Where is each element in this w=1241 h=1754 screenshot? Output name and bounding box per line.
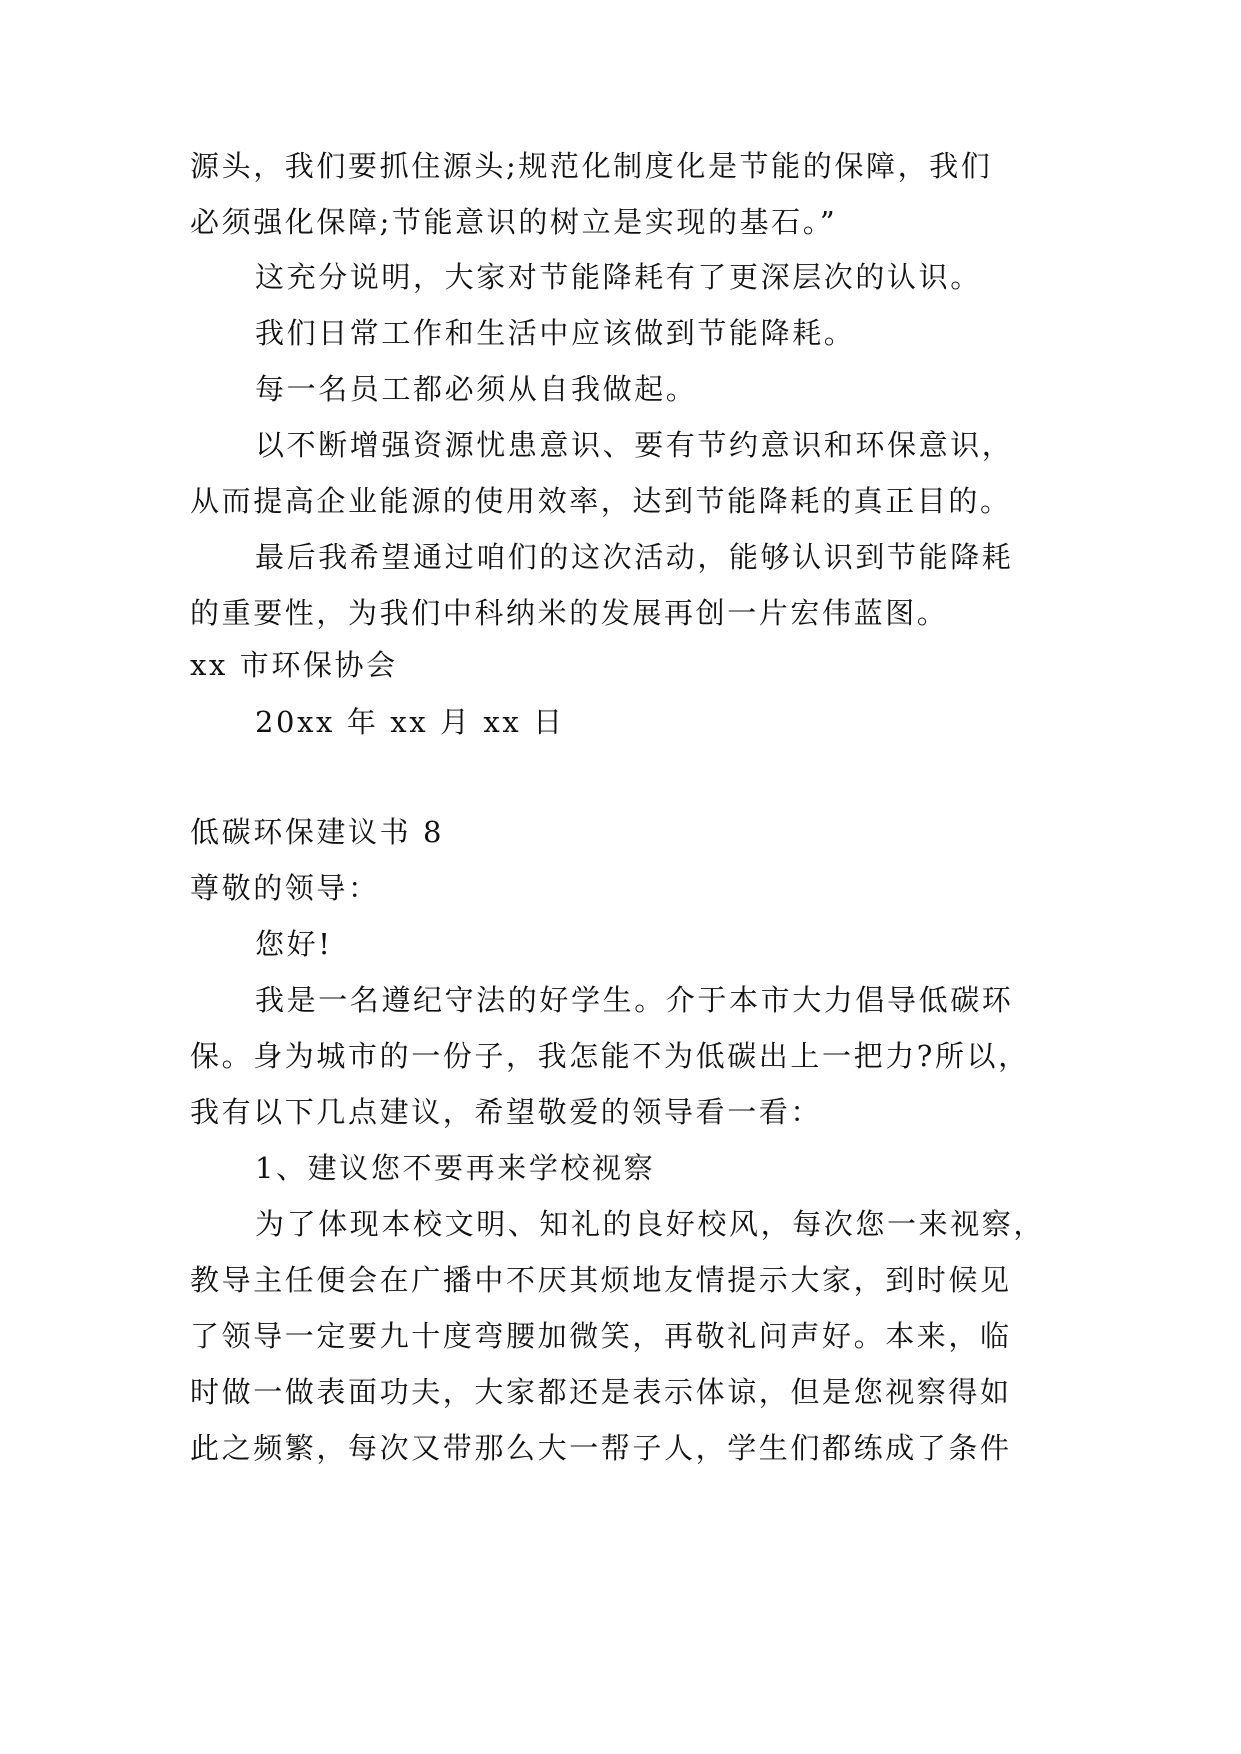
letter-line: 教导主任便会在广播中不厌其烦地友情提示大家，到时候见	[190, 1263, 1012, 1297]
paragraph-line: 每一名员工都必须从自我做起。	[255, 372, 698, 406]
salutation: 尊敬的领导：	[190, 871, 380, 905]
letter-line: 保。身为城市的一份子，我怎能不为低碳出上一把力?所以，	[190, 1039, 1030, 1073]
paragraph-line: 必须强化保障;节能意识的树立是实现的基石。”	[190, 205, 838, 239]
signature-organization: xx 市环保协会	[190, 648, 398, 682]
letter-line: 此之频繁，每次又带那么大一帮子人，学生们都练成了条件	[190, 1431, 1012, 1465]
suggestion-heading: 1、建议您不要再来学校视察	[255, 1151, 656, 1185]
signature-date: 20xx 年 xx 月 xx 日	[255, 705, 565, 739]
letter-line: 我有以下几点建议，希望敬爱的领导看一看：	[190, 1095, 823, 1129]
paragraph-line: 最后我希望通过咱们的这次活动，能够认识到节能降耗	[255, 540, 1014, 574]
paragraph-line: 的重要性，为我们中科纳米的发展再创一片宏伟蓝图。	[190, 596, 949, 630]
letter-line: 了领导一定要九十度弯腰加微笑，再敬礼问声好。本来，临	[190, 1319, 1012, 1353]
greeting: 您好!	[255, 927, 333, 961]
letter-line: 为了体现本校文明、知礼的良好校风，每次您一来视察，	[255, 1207, 1046, 1241]
paragraph-line: 源头，我们要抓住源头;规范化制度化是节能的保障，我们	[190, 149, 993, 183]
letter-line: 时做一做表面功夫，大家都还是表示体谅，但是您视察得如	[190, 1375, 1012, 1409]
paragraph-line: 我们日常工作和生活中应该做到节能降耗。	[255, 316, 856, 350]
paragraph-line: 以不断增强资源忧患意识、要有节约意识和环保意识，	[255, 428, 1014, 462]
paragraph-line: 从而提高企业能源的使用效率，达到节能降耗的真正目的。	[190, 484, 1012, 518]
section-title: 低碳环保建议书 8	[190, 815, 445, 849]
paragraph-line: 这充分说明，大家对节能降耗有了更深层次的认识。	[255, 260, 982, 294]
letter-line: 我是一名遵纪守法的好学生。介于本市大力倡导低碳环	[255, 983, 1014, 1017]
